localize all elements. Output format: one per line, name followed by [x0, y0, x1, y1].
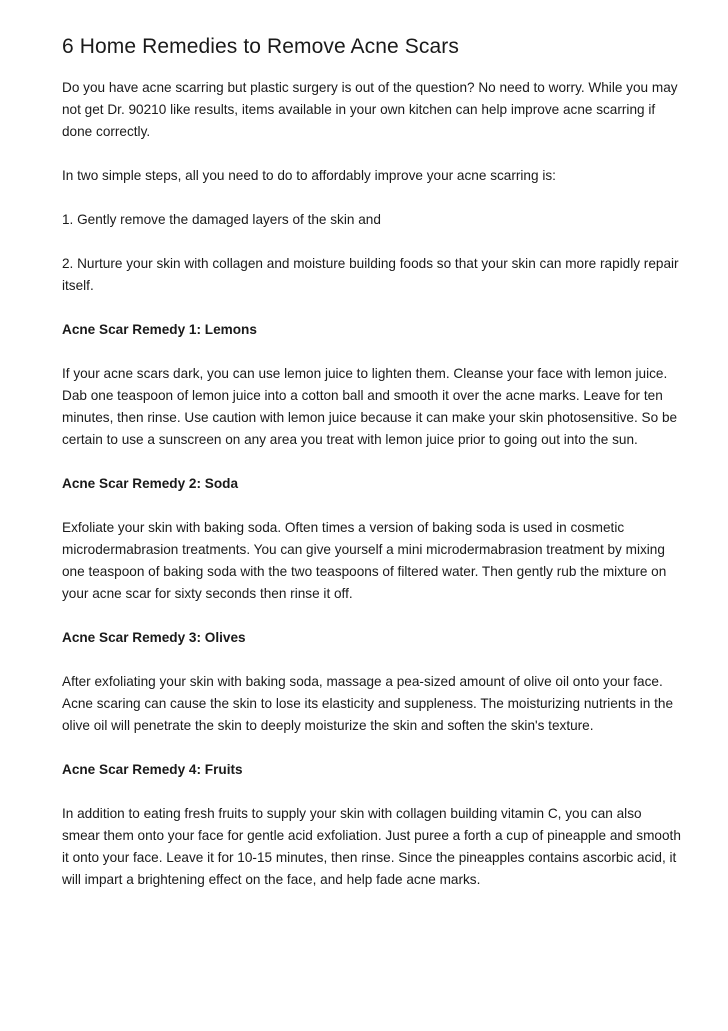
step-2-paragraph: 2. Nurture your skin with collagen and moisture building foods so that your skin can more rapidly repair itself. [62, 256, 679, 293]
remedy-4-heading: Acne Scar Remedy 4: Fruits [62, 762, 243, 777]
document-body [62, 32, 682, 891]
remedy-3-heading: Acne Scar Remedy 3: Olives [62, 630, 246, 645]
remedy-4-body: In addition to eating fresh fruits to supply your skin with collagen building vitamin C, you can also smear them onto your face for gentle acid exfoliation. Just puree a forth a cup of pineapple and smooth it onto your face. Leave it for 10-15 minutes, then rinse. Since the pineapples contains ascorbic acid, it will impart a brightening effect on the face, and help fade acne marks. [62, 806, 681, 887]
steps-intro-paragraph: In two simple steps, all you need to do to affordably improve your acne scarring is: [62, 168, 556, 183]
remedy-2-body: Exfoliate your skin with baking soda. Often times a version of baking soda is used in cosmetic microdermabrasion treatments. You can give yourself a mini microdermabrasion treatment by mixing one teaspoon of baking soda with the two teaspoons of filtered water. Then gently rub the mixture on your acne scar for sixty seconds then rinse it off. [62, 520, 667, 601]
step-1-paragraph: 1. Gently remove the damaged layers of the skin and [62, 212, 381, 227]
document-title: 6 Home Remedies to Remove Acne Scars [62, 35, 459, 58]
remedy-2-heading: Acne Scar Remedy 2: Soda [62, 476, 239, 491]
remedy-1-body: If your acne scars dark, you can use lemon juice to lighten them. Cleanse your face with lemon juice. Dab one teaspoon of lemon juice into a cotton ball and smooth it over the acne marks. Leave for ten minutes, then rinse. Use caution with lemon juice because it can make your skin photosensitive. So be certain to use a sunscreen on any area you treat with lemon juice prior to going out into the sun. [62, 366, 678, 447]
remedy-1-heading: Acne Scar Remedy 1: Lemons [62, 322, 257, 337]
remedy-3-body: After exfoliating your skin with baking soda, massage a pea-sized amount of olive oil onto your face. Acne scaring can cause the skin to lose its elasticity and suppleness. The moisturizing nutrients in the olive oil will penetrate the skin to deeply moisturize the skin and soften the skin's texture. [62, 674, 674, 733]
intro-paragraph: Do you have acne scarring but plastic surgery is out of the question? No need to worry. While you may not get Dr. 90210 like results, items available in your own kitchen can help improve acne scarring if done correctly. [62, 80, 678, 139]
